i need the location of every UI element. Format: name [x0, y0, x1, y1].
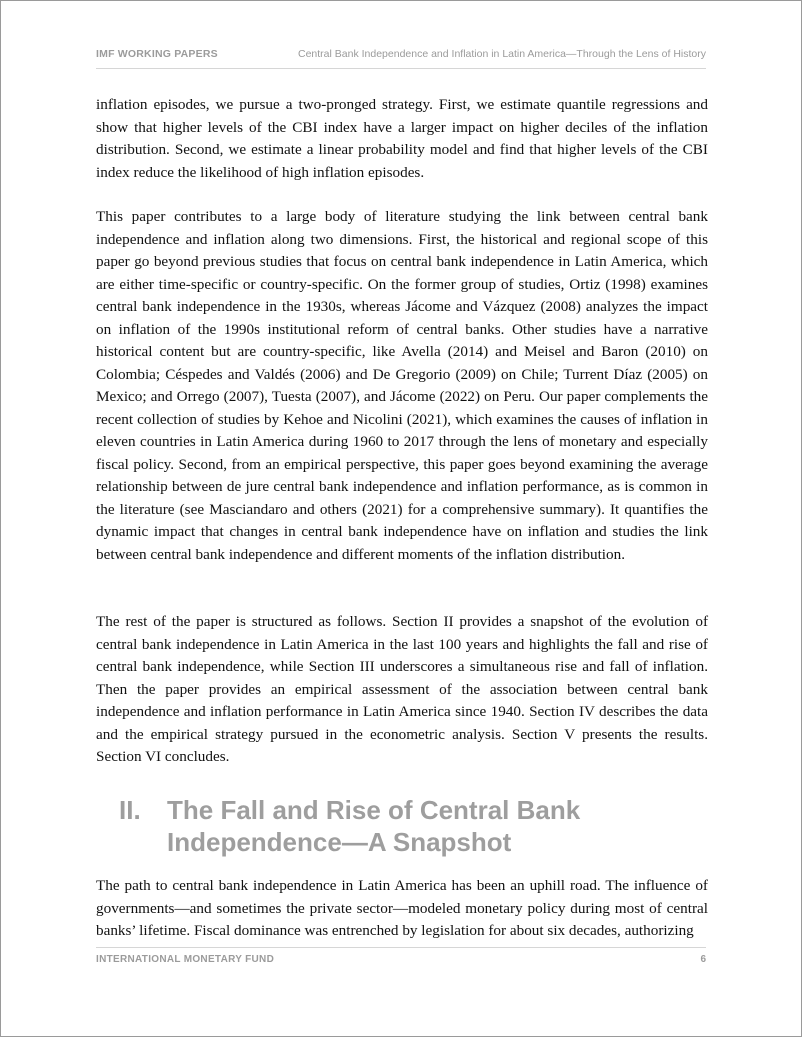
- footer-publisher: INTERNATIONAL MONETARY FUND: [96, 954, 275, 965]
- paragraph-2: [96, 206, 708, 566]
- paragraph-1: [96, 94, 708, 184]
- page-number: 6: [700, 954, 706, 965]
- paragraph-text: inflation episodes, we pursue a two-pronged strategy. First, we estimate quantile regressions and show that higher levels of the CBI index have a larger impact on higher deciles of the inflation distribution. Second, we estimate a linear probability model and find that higher levels of the CBI index reduce the likelihood of high inflation episodes.: [96, 96, 708, 181]
- running-footer: [96, 947, 706, 970]
- running-header: [96, 48, 706, 69]
- paragraph-text: The rest of the paper is structured as follows. Section II provides a snapshot of the evolution of central bank independence in Latin America in the last 100 years and highlights the fall and rise of central bank independence, while Section III underscores a simultaneous rise and fall of inflation. Then the paper provides an empirical assessment of the association between central bank independence and inflation performance in Latin America since 1940. Section IV describes the data and the empirical strategy pursued in the econometric analysis. Section V presents the results. Section VI concludes.: [96, 613, 708, 765]
- paragraph-3: [96, 611, 708, 769]
- paragraph-text: This paper contributes to a large body of literature studying the link between central bank independence and inflation along two dimensions. First, the historical and regional scope of this paper go beyond previous studies that focus on central bank independence in Latin America, which are either time-specific or country-specific. On the former group of studies, Ortiz (1998) examines central bank independence in the 1930s, whereas Jácome and Vázquez (2008) analyzes the impact on inflation of the 1990s institutional reform of central banks. Other studies have a narrative historical content but are country-specific, like Avella (2014) and Meisel and Baron (2010) on Colombia; Céspedes and Valdés (2006) and De Gregorio (2009) on Chile; Turrent Díaz (2005) on Mexico; and Orrego (2007), Tuesta (2007), and Jácome (2022) on Peru. Our paper complements the recent collection of studies by Kehoe and Nicolini (2021), which examines the causes of inflation in eleven countries in Latin America during 1960 to 2017 through the lens of monetary and especially fiscal policy. Second, from an empirical perspective, this paper goes beyond examining the average relationship between de jure central bank independence and inflation performance, as is common in the literature (see Masciandaro and others (2021) for a comprehensive summary). It quantifies the dynamic impact that changes in central bank independence have on inflation and studies the link between central bank independence and different moments of the inflation distribution.: [96, 208, 708, 563]
- header-series-title: IMF WORKING PAPERS: [96, 48, 218, 60]
- paragraph-text: The path to central bank independence in Latin America has been an uphill road. The influence of governments—and sometimes the private sector—modeled monetary policy during most of central banks’ lifetime. Fiscal dominance was entrenched by legislation for about six decades, authorizing: [96, 877, 708, 939]
- section-number: II.: [119, 795, 141, 825]
- paragraph-4: [96, 875, 708, 943]
- header-paper-title: Central Bank Independence and Inflation in Latin America—Through the Lens of History: [298, 48, 706, 60]
- section-title: The Fall and Rise of Central Bank Independence—A Snapshot: [167, 795, 581, 857]
